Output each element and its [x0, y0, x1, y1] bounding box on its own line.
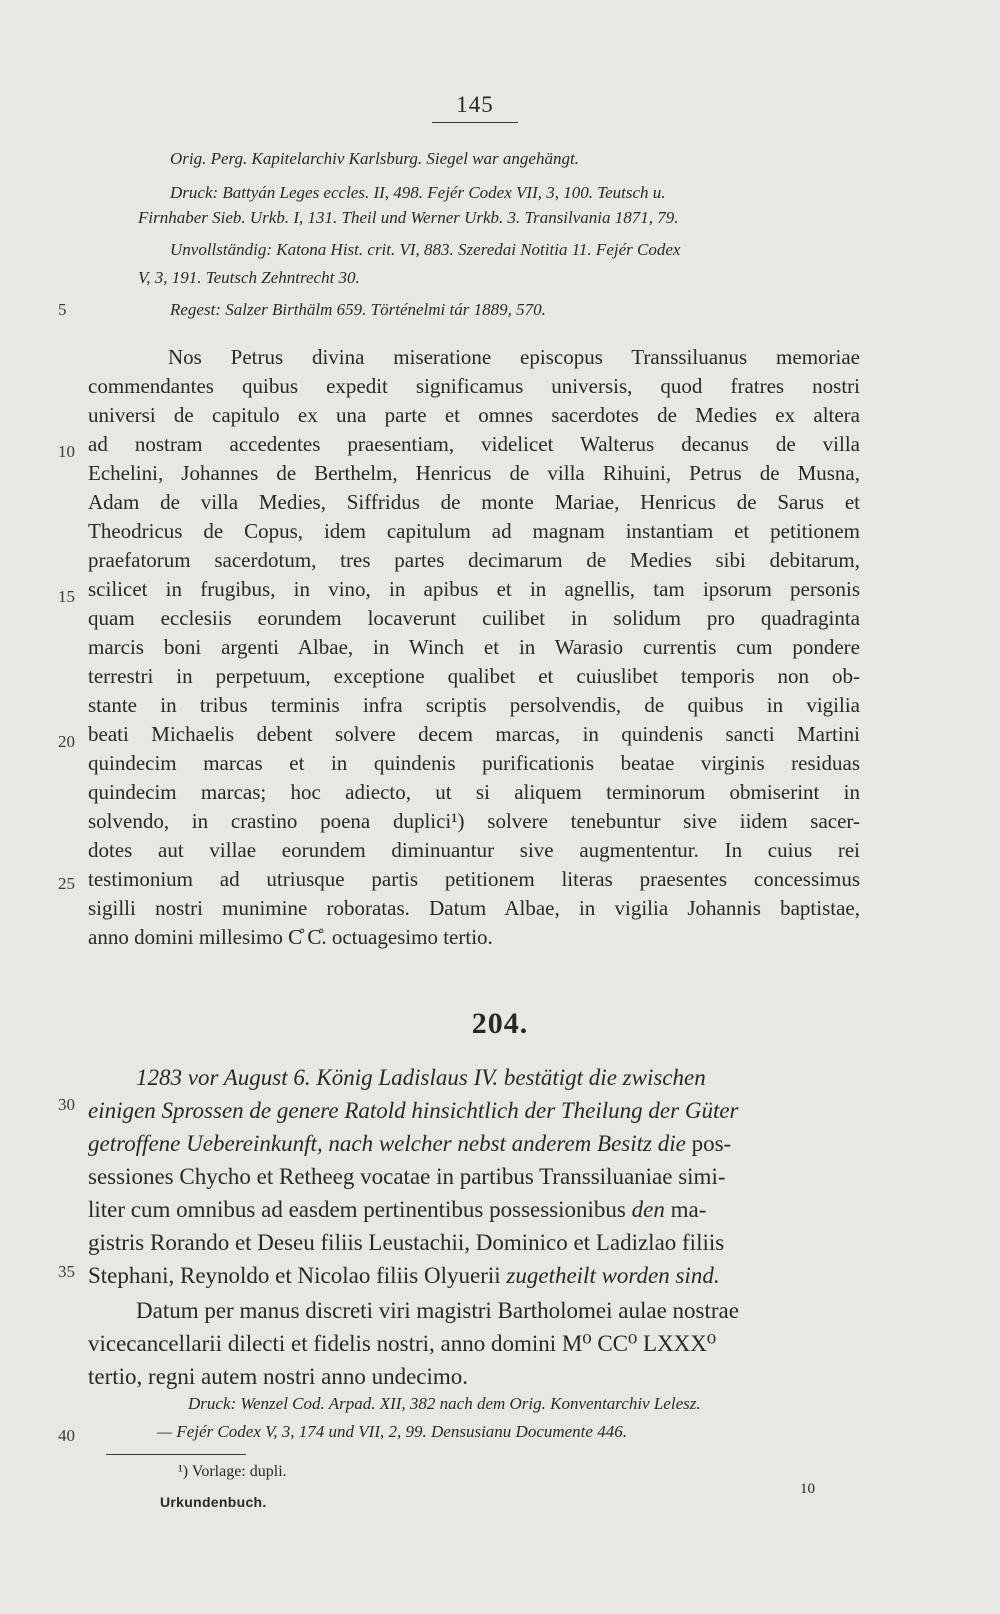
- body-line: sigilli nostri munimine roboratas. Datum Albae, in vigilia Johannis baptistae,: [88, 896, 860, 920]
- margin-line-number: 40: [58, 1426, 75, 1445]
- footnote: ¹) Vorlage: dupli.: [178, 1463, 287, 1480]
- margin-line-number: 30: [58, 1095, 75, 1114]
- note-unvollstaendig: Unvollständig: Katona Hist. crit. VI, 883. Szeredai Notitia 11. Fejér Codex: [170, 240, 681, 259]
- margin-line-number: 15: [58, 587, 75, 606]
- body-line: dotes aut villae eorundem diminuantur sive augmententur. In cuius rei: [88, 838, 860, 862]
- body-line: marcis boni argenti Albae, in Winch et in Warasio currentis cum pondere: [88, 635, 860, 659]
- body-line: ad nostram accedentes praesentiam, videlicet Walterus decanus de villa: [88, 432, 860, 456]
- body-line: anno domini millesimo C̊ C̊. octuagesimo tertio.: [88, 925, 493, 949]
- regest-block: [88, 1061, 860, 1292]
- page-number-rule: [432, 122, 518, 123]
- regest-roman: ma-: [664, 1197, 707, 1222]
- druck-note: Druck: Wenzel Cod. Arpad. XII, 382 nach dem Orig. Konventarchiv Lelesz.: [188, 1394, 701, 1413]
- body-line: quindecim marcas et in quindenis purificationis beatae virginis residuas: [88, 751, 860, 775]
- charter-body: [88, 343, 860, 952]
- body-line: quindecim marcas; hoc adiecto, ut si aliquem terminorum obmiserint in: [88, 780, 860, 804]
- body-line: commendantes quibus expedit significamus universis, quod fratres nostri: [88, 374, 860, 398]
- note-regest: Regest: Salzer Birthälm 659. Történelmi tár 1889, 570.: [170, 300, 546, 319]
- note-unvollstaendig-cont: V, 3, 191. Teutsch Zehntrecht 30.: [138, 268, 360, 287]
- page-number: 145: [456, 92, 494, 117]
- regest-roman: pos-: [685, 1131, 732, 1156]
- regest-line: sessiones Chycho et Retheeg vocatae in partibus Transsiluaniae simi-: [88, 1164, 726, 1189]
- note-druck: Druck: Battyán Leges eccles. II, 498. Fejér Codex VII, 3, 100. Teutsch u.: [170, 183, 666, 202]
- document-number: 204.: [471, 1007, 529, 1040]
- margin-line-number: 20: [58, 732, 75, 751]
- body-line: stante in tribus terminis infra scriptis persolvendis, de quibus in vigilia: [88, 693, 860, 717]
- body-line: Echelini, Johannes de Berthelm, Henricus de villa Rihuini, Petrus de Musna,: [88, 461, 860, 485]
- regest-line: einigen Sprossen de genere Ratold hinsichtlich der Theilung der Güter: [88, 1098, 739, 1123]
- body-line: universi de capitulo ex una parte et omnes sacerdotes de Medies ex altera: [88, 403, 860, 427]
- body-line: Adam de villa Medies, Siffridus de monte Mariae, Henricus de Sarus et: [88, 490, 860, 514]
- datum-block: [88, 1294, 860, 1393]
- footnote-rule: [106, 1454, 246, 1455]
- regest-line: [88, 1127, 860, 1160]
- body-line: quam ecclesiis eorundem locaverunt cuilibet in solidum pro quadraginta: [88, 606, 860, 630]
- body-line: beati Michaelis debent solvere decem marcas, in quindenis sancti Martini: [88, 722, 860, 746]
- datum-line: Datum per manus discreti viri magistri Bartholomei aulae nostrae: [136, 1298, 739, 1323]
- regest-roman: Stephani, Reynoldo et Nicolao filiis Olyuerii: [88, 1263, 507, 1288]
- body-line: Theodricus de Copus, idem capitulum ad magnam instantiam et petitionem: [88, 519, 860, 543]
- margin-line-number: 25: [58, 874, 75, 893]
- body-line: terrestri in perpetuum, exceptione qualibet et cuiuslibet temporis non ob-: [88, 664, 860, 688]
- regest-italic: den: [631, 1197, 665, 1222]
- body-line: testimonium ad utriusque partis petitionem literas praesentes concessimus: [88, 867, 860, 891]
- regest-italic: getroffene Uebereinkunft, nach welcher nebst anderem Besitz die: [88, 1131, 686, 1156]
- regest-italic: zugetheilt worden sind.: [506, 1263, 720, 1288]
- regest-line: [88, 1259, 860, 1292]
- body-line: praefatorum sacerdotum, tres partes decimarum de Medies sibi debitarum,: [88, 548, 860, 572]
- datum-line: vicecancellarii dilecti et fidelis nostri, anno domini M⁰ CC⁰ LXXX⁰: [88, 1331, 717, 1356]
- note-druck-cont: Firnhaber Sieb. Urkb. I, 131. Theil und Werner Urkb. 3. Transilvania 1871, 79.: [138, 208, 679, 227]
- regest-roman: liter cum omnibus ad easdem pertinentibus possessionibus: [88, 1197, 632, 1222]
- signature-mark: Urkundenbuch.: [160, 1494, 267, 1510]
- druck-note-cont: — Fejér Codex V, 3, 174 und VII, 2, 99. Densusianu Documente 446.: [157, 1422, 627, 1441]
- body-line: solvendo, in crastino poena duplici¹) solvere tenebuntur sive iidem sacer-: [88, 809, 860, 833]
- body-line: scilicet in frugibus, in vino, in apibus et in agnellis, tam ipsorum personis: [88, 577, 860, 601]
- margin-line-number: 35: [58, 1262, 75, 1281]
- regest-line: [88, 1193, 860, 1226]
- regest-line: 1283 vor August 6. König Ladislaus IV. bestätigt die zwischen: [136, 1065, 706, 1090]
- regest-line: gistris Rorando et Deseu filiis Leustachii, Dominico et Ladizlao filiis: [88, 1230, 725, 1255]
- body-line: Nos Petrus divina miseratione episcopus Transsiluanus memoriae: [168, 345, 860, 369]
- sheet-number: 10: [800, 1481, 815, 1497]
- datum-line: tertio, regni autem nostri anno undecimo.: [88, 1364, 469, 1389]
- margin-line-number: 10: [58, 442, 75, 461]
- margin-line-number: 5: [58, 300, 67, 319]
- note-orig: Orig. Perg. Kapitelarchiv Karlsburg. Siegel war angehängt.: [170, 149, 579, 168]
